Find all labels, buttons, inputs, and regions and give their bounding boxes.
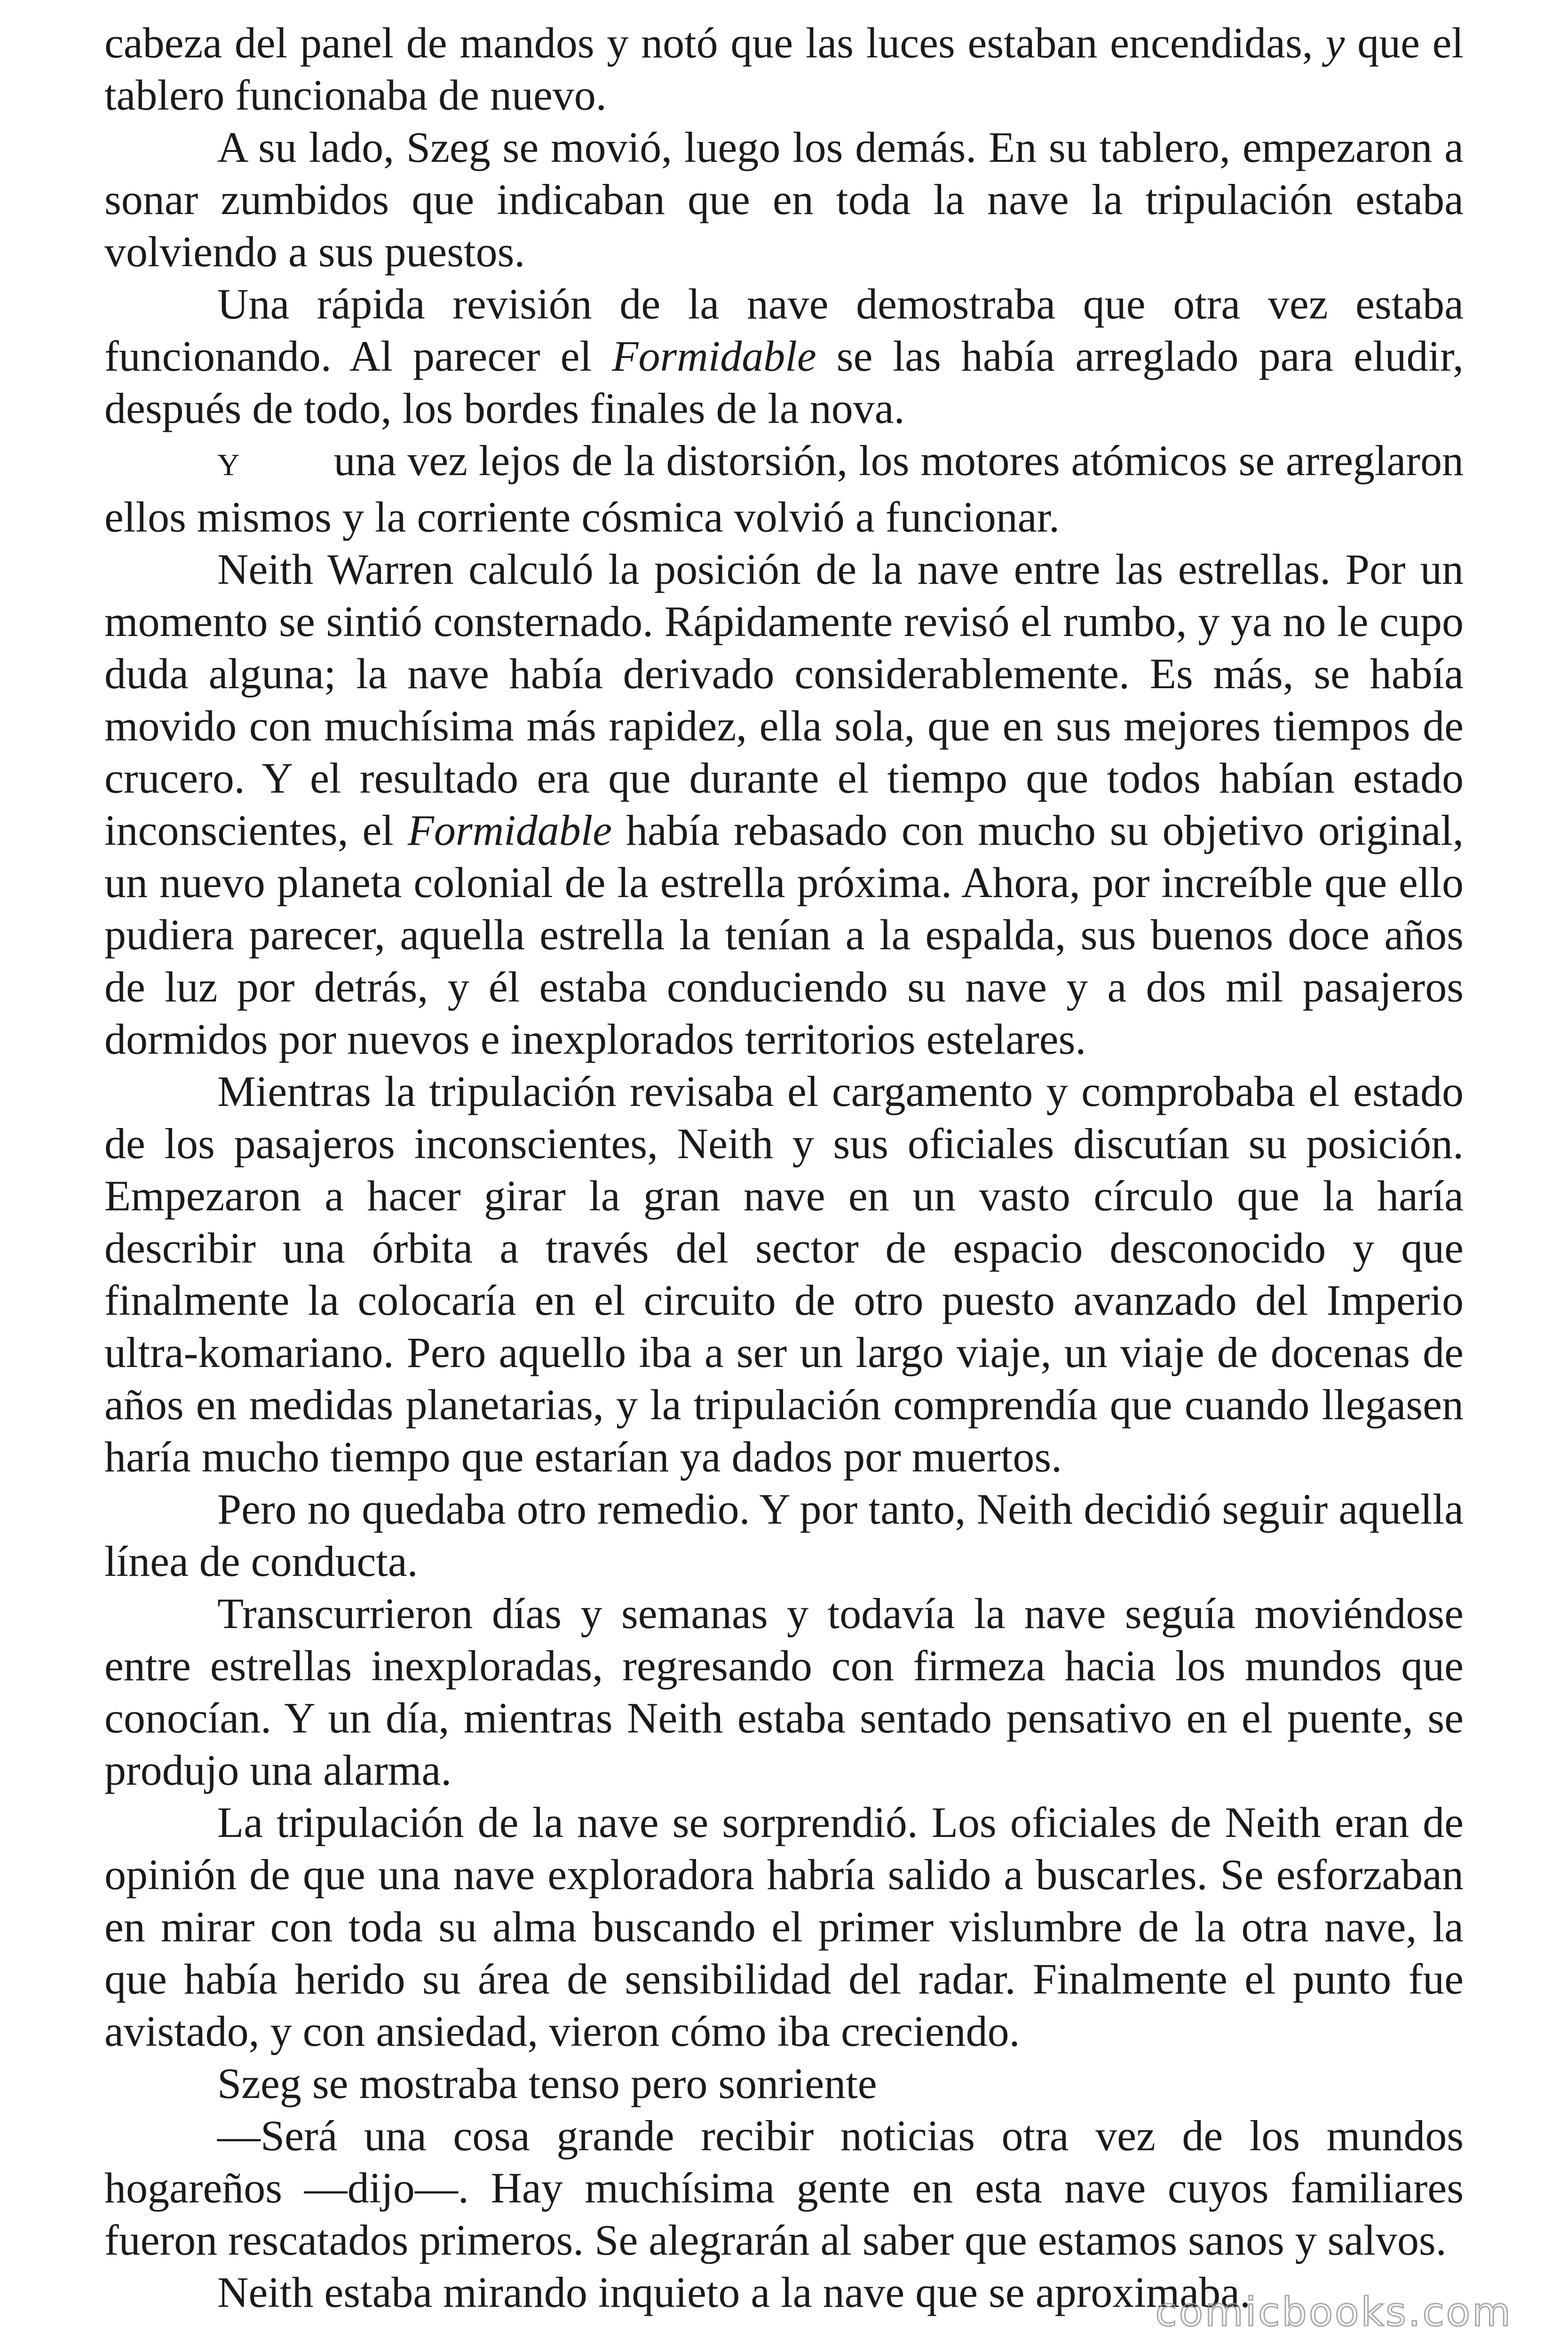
small-cap-initial: Y	[217, 448, 240, 482]
text-run: Mientras la tripulación revisaba el cargamento y comprobaba el estado de los pasajeros inconscientes, Neith y sus oficiales discutían su posición. Empezaron a hacer girar la gran nave en un vasto círculo que la haría describir una órbita a través del sector de espacio desconocido y que finalmente la colocaría en el circuito de otro puesto avanzado del Imperio ultra-komariano. Pero aquello iba a ser un largo viaje, un viaje de docenas de años en medidas planetarias, y la tripulación comprendía que cuando llegasen haría mucho tiempo que estarían ya dados por muertos.	[104, 1067, 1464, 1481]
text-run: se las había arreglado para eludir, después de todo, los bordes finales de la nova.	[104, 332, 1464, 432]
text-run: Szeg se mostraba tenso pero sonriente	[217, 2059, 877, 2107]
paragraph	[104, 1065, 1464, 1483]
paragraph	[104, 1483, 1464, 1588]
text-run: Una rápida revisión de la nave demostraba que otra vez estaba funcionando. Al parecer el	[104, 280, 1464, 380]
book-page	[104, 0, 1464, 2352]
text-run: Pero no quedaba otro remedio. Y por tanto, Neith decidió seguir aquella línea de conducta.	[104, 1485, 1464, 1585]
paragraph	[104, 1796, 1464, 2058]
text-run: había rebasado con mucho su objetivo original, un nuevo planeta colonial de la estrella próxima. Ahora, por increíble que ello pudiera parecer, aquella estrella la tenían a la espalda, sus buenos doce años de luz por detrás, y él estaba conduciendo su nave y a dos mil pasajeros dormidos por nuevos e inexplorados territorios estelares.	[104, 806, 1464, 1063]
text-run: que el tablero funcionaba de nuevo.	[104, 19, 1464, 119]
text-run: Neith estaba mirando inquieto a la nave que se aproximaba.	[217, 2268, 1251, 2316]
text-run: Neith Warren calculó la posición de la nave entre las estrellas. Por un momento se sintió consternado. Rápidamente revisó el rumbo, y ya no le cupo duda alguna; la nave había derivado considerablemente. Es más, se había movido con muchísima más rapidez, ella sola, que en sus mejores tiempos de crucero. Y el resultado era que durante el tiempo que todos habían estado inconscientes, el	[104, 545, 1464, 854]
italic-text-run: y	[1325, 19, 1345, 67]
text-run: La tripulación de la nave se sorprendió. Los oficiales de Neith eran de opinión de que una nave exploradora habría salido a buscarles. Se esforzaban en mirar con toda su alma buscando el primer vislumbre de la otra nave, la que había herido su área de sensibilidad del radar. Finalmente el punto fue avistado, y con ansiedad, vieron cómo iba creciendo.	[104, 1798, 1464, 2055]
paragraph	[104, 17, 1464, 121]
paragraph	[104, 278, 1464, 435]
text-run: cabeza del panel de mandos y notó que las luces estaban encendidas,	[104, 19, 1326, 67]
italic-text-run: Formidable	[407, 806, 612, 854]
paragraph	[104, 2058, 1464, 2110]
paragraph	[104, 543, 1464, 1065]
text-run: A su lado, Szeg se movió, luego los demás. En su tablero, empezaron a sonar zumbidos que indicaban que en toda la nave la tripulación estaba volviendo a sus puestos.	[104, 123, 1464, 276]
watermark: comicbooks.com	[1155, 2289, 1513, 2335]
paragraph	[104, 2110, 1464, 2266]
text-run: Transcurrieron días y semanas y todavía la nave seguía moviéndose entre estrellas inexploradas, regresando con firmeza hacia los mundos que conocían. Y un día, mientras Neith estaba sentado pensativo en el puente, se produjo una alarma.	[104, 1589, 1464, 1794]
text-run: —Será una cosa grande recibir noticias otra vez de los mundos hogareños —dijo—. Hay muchísima gente en esta nave cuyos familiares fueron rescatados primeros. Se alegrarán al saber que estamos sanos y salvos.	[104, 2112, 1464, 2264]
page-body-text	[104, 17, 1464, 2319]
paragraph	[104, 121, 1464, 278]
paragraph	[104, 1588, 1464, 1796]
text-run: una vez lejos de la distorsión, los motores atómicos se arreglaron ellos mismos y la corriente cósmica volvió a funcionar.	[104, 437, 1464, 541]
paragraph	[104, 435, 1464, 543]
italic-text-run: Formidable	[612, 332, 816, 380]
